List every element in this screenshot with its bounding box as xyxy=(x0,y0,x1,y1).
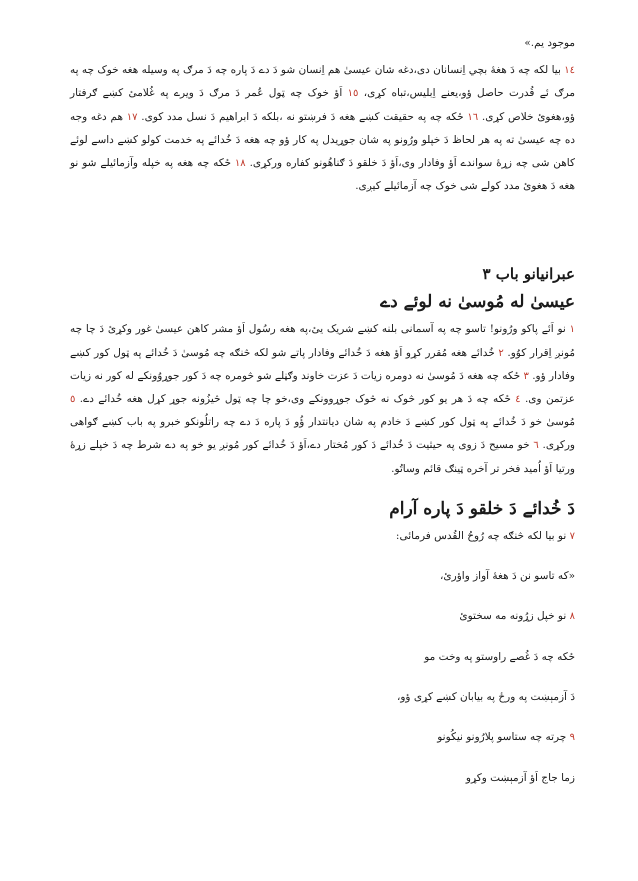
verse-text: نو بيا لکه څنګه چه رُوحُ القُدس فرمائی: xyxy=(395,529,567,542)
verse-number: ١ xyxy=(569,324,575,336)
document-page xyxy=(70,32,575,808)
poem-block xyxy=(70,566,575,788)
poem-line xyxy=(70,687,575,707)
verse-text: نو خپل زړُونه مه سختوئ xyxy=(459,610,567,623)
verse-number: ١٨ xyxy=(234,158,246,170)
verse-number: ١٦ xyxy=(467,111,479,123)
verse-number: ١٤ xyxy=(564,65,575,77)
verse-number: ٥ xyxy=(70,394,76,406)
verse-text: چرته چه ستاسو پلارُونو نيکُونو xyxy=(437,731,567,744)
verse-text: ځکه چه دَ غُصے راوستو په وخت مو xyxy=(424,651,575,664)
verse-text: خو مسيح دَ زوی په حيثيت دَ خُدائے دَ کور مُختار دے،اَؤ دَ خُدائے کور مُونږ يو خو په دے شرط چه دَ خپلے زړۀ ورتيا اَؤ اُميد فخر تر آخره ټينګ قائم وساتُو. xyxy=(70,439,575,475)
verse-text: ځکه چه په حقيقت کښے هغه دَ فرښتو نه ،بلکه دَ ابراهيم دَ نسل مدد کوی. xyxy=(141,110,464,123)
verse-text: ځکه چه هغه دَ مُوسىٰ نه دومره زيات دَ عزت خاوند وګڼلے شو څومره چه دَ کور جوړوُونکے له کور نه زيات عزتمن وی. xyxy=(70,369,575,406)
verse-text: اَؤ خوک چه ټول عُمر دَ مرګ دَ ويرے په غُلامئ کښے ګرفتار ؤو،هغوئ خلاص کړی. xyxy=(70,87,575,123)
verse-number: ٦ xyxy=(533,440,539,452)
poem-line xyxy=(70,768,575,788)
verse-text: زما جاج اَؤ آزمېښت وکړو xyxy=(465,772,575,785)
verse-number: ٧ xyxy=(569,530,575,542)
verse-number: ٣ xyxy=(523,370,529,382)
poem-line xyxy=(70,647,575,667)
poem-line xyxy=(70,566,575,586)
verse-text: ځکه چه هغه په خپله وآزمائيلے شو نو هغه دَ هغوئ مدد کولے شی خوک چه آزمائيلے کيږی. xyxy=(70,157,575,193)
continuation-line: موجود يم.» xyxy=(524,37,575,49)
section-heading-jesus-greater-than-moses: عيسىٰ له مُوسىٰ نه لوئے دے xyxy=(380,292,575,313)
verse-number: ١٥ xyxy=(347,88,359,100)
paragraph-hebrews-2 xyxy=(70,59,575,198)
verse-number: ٨ xyxy=(569,611,575,623)
verse-number: ٢ xyxy=(498,347,504,359)
paragraph-hebrews-3 xyxy=(70,318,575,480)
verse-number: ١٧ xyxy=(126,111,138,123)
poem-line xyxy=(70,606,575,627)
verse-text: نو اَئے پاکو ورُونو! تاسو چه په آسمانی بلنه کښے شريک يئ،په هغه رسُول اَؤ مشر کاهن عيسىٰ غور وکړئ دَ چا چه مُونږ اِقرار کوُو. xyxy=(70,323,575,359)
verse-text: دَ آزمېښت په ورځ په بيابان کښے کړی ؤو، xyxy=(396,691,575,704)
verse-text: بيا لکه چه دَ هغۀ بچي اِنسانان دی،دغه شان عيسىٰ هم اِنسان شو دَ دے دَ پاره چه دَ مرګ په وسيله هغه خوک چه په مرګ ئے قُدرت حاصل ؤو،يعنے اِبليس،تباه کړی، xyxy=(70,64,576,100)
verse-number: ٤ xyxy=(515,394,521,406)
verse-text: ځکه چه دَ هر يو کور څوک نه څوک جوړوونکے وی،خو چا چه ټول څيزُونه جوړ کړل هغه خُدائے دے. xyxy=(79,393,511,406)
verse-text: مُوسىٰ خو دَ خُدائے په ټول کور کښے دَ خادم په شان ديانتدار ؤُو دَ پاره دَ دے چه راتلُونکو خبرو په باب کښے ګواهی ورکړی. xyxy=(70,416,575,452)
poem-line xyxy=(70,727,575,748)
chapter-title: عبرانيانو باب ٣ xyxy=(482,265,575,284)
verse-text: خُدائے هغه مُقرر کړو اَؤ هغه دَ خُدائے وفادار پاتے شو لکه څنګه چه مُوسىٰ دَ خُدائے په ټول کور کښے وفادار ؤو. xyxy=(70,346,575,382)
verse-text: هم دغه وجه ده چه عيسىٰ ته په هر لحاظ دَ خپلو ورُونو په شان جوړيدل په کار ؤو چه هغه دَ خُدائے په خدمت کولو کښے داسے لوئے کاهن شی چه زړۀ سواندے اَؤ وفادار وی،اَؤ دَ خلقو دَ ګناهُونو کفاره ورکړی. xyxy=(70,110,576,170)
verse-number: ٩ xyxy=(569,732,575,744)
quote-intro xyxy=(70,525,575,548)
section-heading-rest-for-gods-people: دَ خُدائے دَ خلقو دَ پاره آرام xyxy=(389,498,575,519)
verse-text: «که تاسو نن دَ هغۀ آواز واؤرئ، xyxy=(440,570,575,583)
